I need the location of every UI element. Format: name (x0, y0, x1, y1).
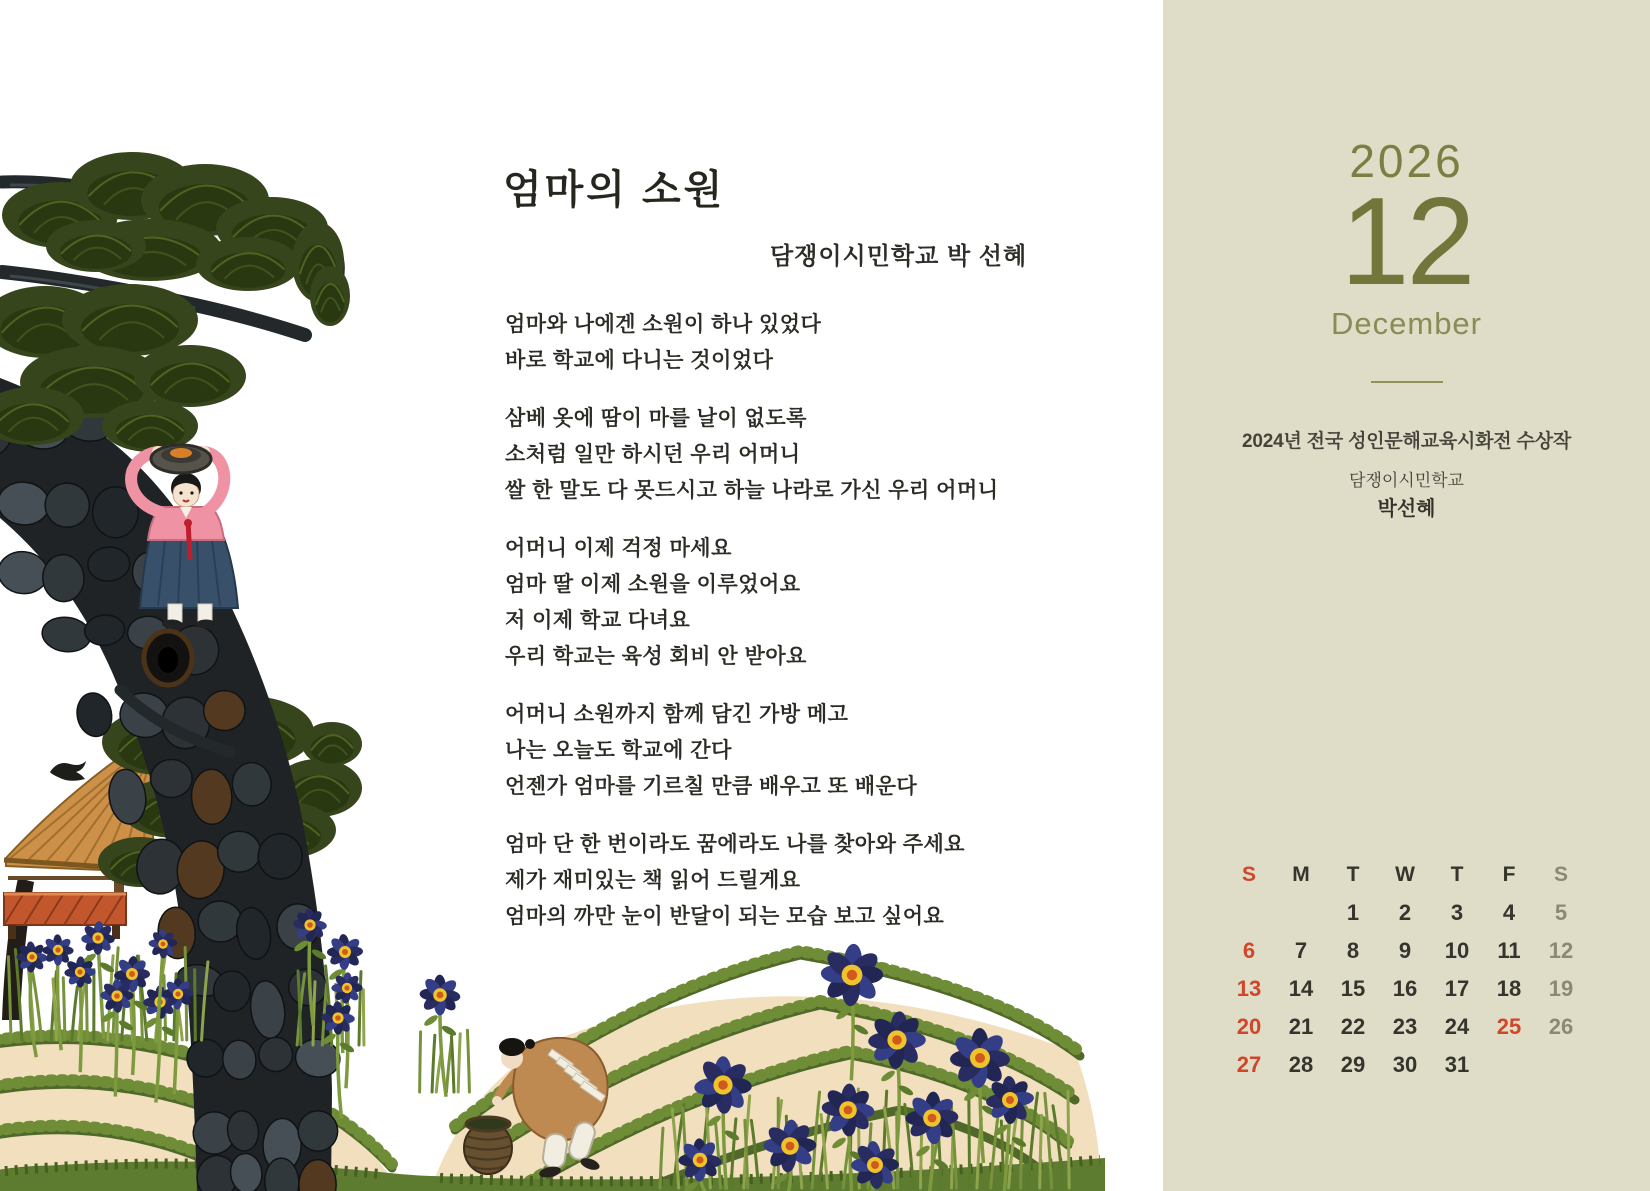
calendar-day: 22 (1340, 1014, 1366, 1039)
calendar-day: 20 (1236, 1014, 1262, 1039)
calendar-day: 28 (1288, 1052, 1314, 1077)
poem-line: 어머니 이제 걱정 마세요 (505, 537, 732, 560)
calendar-grid (1223, 856, 1587, 1084)
poem-stanza (505, 697, 999, 805)
year-label: 2026 (1349, 135, 1464, 187)
calendar-day: 27 (1236, 1052, 1262, 1077)
poem-title: 엄마의 소원 (503, 168, 726, 212)
weekday-header: T (1346, 863, 1360, 886)
calendar-panel (1163, 0, 1650, 1191)
pine-foliage (0, 152, 350, 452)
poem-line: 소처럼 일만 하시던 우리 어머니 (505, 443, 801, 466)
school-name: 담쟁이시민학교 (1349, 471, 1464, 490)
poem-line: 제가 재미있는 책 읽어 드릴게요 (505, 869, 801, 892)
calendar-day: 15 (1340, 976, 1366, 1001)
poem-stanza (505, 401, 999, 509)
calendar-day: 26 (1548, 1014, 1574, 1039)
calendar-day: 30 (1392, 1052, 1418, 1077)
poem-line: 우리 학교는 육성 회비 안 받아요 (505, 645, 807, 668)
calendar-day: 6 (1242, 938, 1256, 963)
calendar-day: 11 (1497, 938, 1521, 963)
calendar-day: 14 (1288, 976, 1314, 1001)
weekday-header: F (1502, 863, 1516, 886)
calendar-day: 12 (1548, 938, 1574, 963)
poem-byline: 담쟁이시민학교 박 선혜 (770, 243, 1028, 270)
poem-stanza (505, 307, 999, 379)
poem-line: 어머니 소원까지 함께 담긴 가방 메고 (505, 703, 849, 726)
poem-line: 엄마 딸 이제 소원을 이루었어요 (505, 573, 801, 596)
calendar-day: 16 (1392, 976, 1418, 1001)
calendar-day: 3 (1450, 900, 1464, 925)
poem-line: 나는 오늘도 학교에 간다 (505, 739, 732, 762)
poem-line: 바로 학교에 다니는 것이었다 (505, 349, 774, 372)
weekday-header: S (1241, 863, 1256, 886)
head-basin (151, 445, 211, 473)
calendar-day: 21 (1288, 1014, 1314, 1039)
poem-line: 언젠가 엄마를 기르칠 만큼 배우고 또 배운다 (505, 775, 918, 798)
calendar-day: 18 (1496, 976, 1522, 1001)
calendar-day: 2 (1398, 900, 1412, 925)
award-title: 2024년 전국 성인문해교육시화전 수상작 (1241, 431, 1571, 452)
poem-stanza (505, 531, 999, 675)
poem-line: 엄마와 나에겐 소원이 하나 있었다 (505, 313, 822, 336)
calendar-day: 9 (1398, 938, 1412, 963)
calendar-day: 25 (1496, 1014, 1522, 1039)
calendar-day: 31 (1444, 1052, 1470, 1077)
calendar-day: 24 (1444, 1014, 1470, 1039)
calendar-day: 19 (1548, 976, 1574, 1001)
bird-on-roof-icon (50, 761, 86, 781)
month-name: December (1331, 306, 1482, 341)
poem-line: 엄마 단 한 번이라도 꿈에라도 나를 찾아와 주세요 (505, 833, 966, 856)
weekday-header: W (1395, 863, 1415, 886)
calendar-day-empty (1535, 1046, 1587, 1084)
month-number: 12 (1340, 173, 1473, 311)
weekday-header: S (1553, 863, 1568, 886)
calendar-day-empty (1483, 1046, 1535, 1084)
poem-stanza (505, 827, 999, 935)
weekday-header: T (1450, 863, 1464, 886)
calendar-day-empty (1223, 894, 1275, 932)
poem-line: 삼베 옷에 땀이 마를 날이 없도록 (505, 407, 807, 430)
calendar-day: 4 (1502, 900, 1516, 925)
calendar (1223, 856, 1587, 1084)
calendar-day: 23 (1392, 1014, 1418, 1039)
calendar-day: 7 (1294, 938, 1308, 963)
calendar-day: 13 (1236, 976, 1262, 1001)
weekday-header: M (1292, 863, 1310, 886)
author-name: 박선혜 (1377, 498, 1436, 520)
calendar-day-empty (1275, 894, 1327, 932)
poem-stanzas (505, 307, 999, 957)
calendar-day: 10 (1444, 938, 1470, 963)
calendar-day: 5 (1554, 900, 1568, 925)
calendar-day: 1 (1346, 900, 1360, 925)
poem-line: 저 이제 학교 다녀요 (505, 609, 691, 632)
calendar-day: 17 (1444, 976, 1470, 1001)
poem-line: 쌀 한 말도 다 못드시고 하늘 나라로 가신 우리 어머니 (505, 479, 999, 502)
woven-basket (464, 1117, 512, 1174)
divider-line (1371, 381, 1443, 383)
poem-line: 엄마의 까만 눈이 반달이 되는 모습 보고 싶어요 (505, 905, 945, 928)
calendar-day: 8 (1346, 938, 1360, 963)
calendar-day: 29 (1340, 1052, 1366, 1077)
